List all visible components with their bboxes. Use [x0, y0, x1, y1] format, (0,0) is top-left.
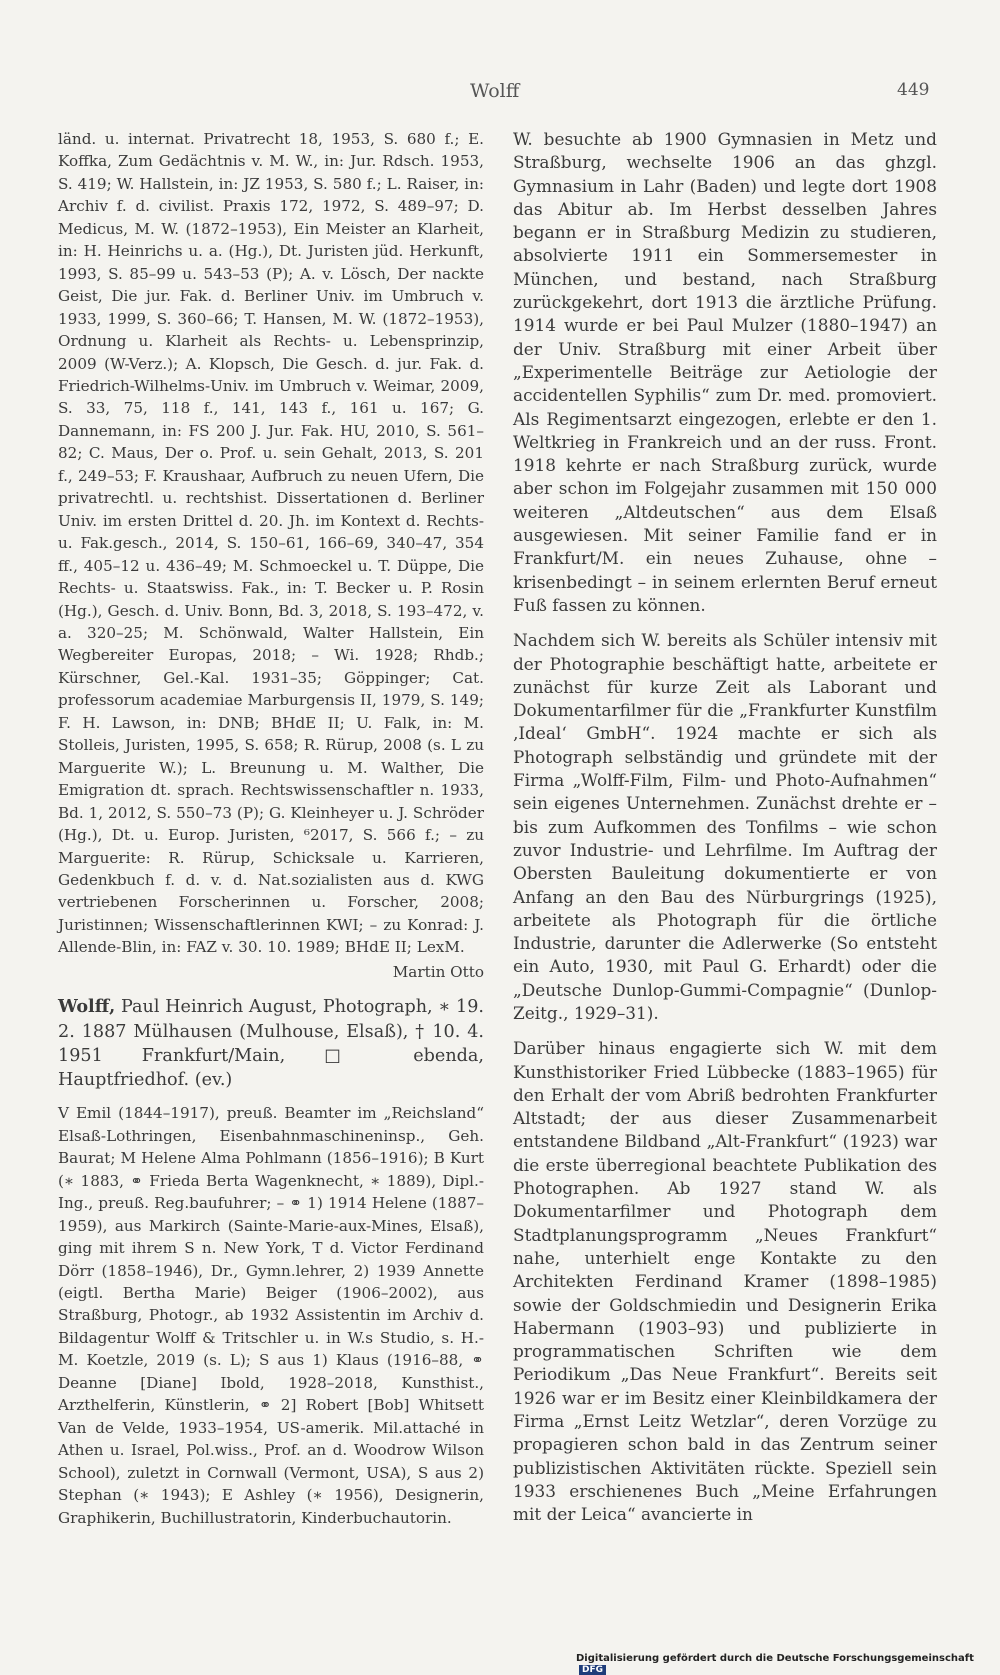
genealogy: V Emil (1844–1917), preuß. Beamter im „Reichsland“ Elsaß-Lothringen, Eisenbahnmaschineninsp., Geh. Baurat; M Helene Alma Pohlmann (1856–1916); B Kurt (∗ 1883, ⚭ Frieda Berta Wagenknecht, ∗ 1889), Dipl.-Ing., preuß. Reg.baufuhrer; – ⚭ 1) 1914 Helene (1887–1959), aus Markirch (Sainte-Marie-aux-Mines, Elsaß), ging mit ihrem S n. New York, T d. Victor Ferdinand Dörr (1858–1946), Dr., Gymn.lehrer, 2) 1939 Annette (eigtl. Bertha Marie) Beiger (1906–2002), aus Straßburg, Photogr., ab 1932 Assistentin im Archiv d. Bildagentur Wolff & Tritschler u. in W.s Studio, s. H.-M. Koetzle, 2019 (s. L); S aus 1) Klaus (1916–88, ⚭ Deanne [Diane] Ibold, 1928–2018, Kunsthist., Arzthelferin, Künstlerin, ⚭ 2] Robert [Bob] Whitsett Van de Velde, 1933–1954, US-amerik. Mil.attaché in Athen u. Israel, Pol.wiss., Prof. an d. Woodrow Wilson School), zuletzt in Cornwall (Vermont, USA), S aus 2) Stephan (∗ 1943); E Ashley (∗ 1956), Designerin, Graphikerin, Buchillustratorin, Kinderbuchautorin.: [58, 1104, 484, 1527]
paragraph: Nachdem sich W. bereits als Schüler intensiv mit der Photographie beschäftigt hatte, arbeitete er zunächst für kurze Zeit als Laborant und Dokumentarfilmer für die „Frankfurter Kunstfilm ‚Ideal‘ GmbH“. 1924 machte er sich als Photograph selbständig und gründete mit der Firma „Wolff-Film, Film- und Photo-Aufnahmen“ sein eigenes Unternehmen. Zunächst drehte er – bis zum Aufkommen des Tonfilms – wie schon zuvor Industrie- und Lehrfilme. Im Auftrag der Obersten Bauleitung dokumentierte er von Anfang an den Bau des Nürburgrings (1925), arbeitete als Photograph für die örtliche Industrie, darunter die Adlerwerke (So entsteht ein Auto, 1930, mit Paul G. Erhardt) oder die „Deutsche Dunlop-Gummi-Compagnie“ (Dunlop-Zeitg., 1929–31).: [513, 630, 937, 1023]
funding-note: Digitalisierung gefördert durch die Deutsche Forschungsgemeinschaft: [576, 1653, 974, 1664]
page-number: 449: [897, 80, 930, 100]
entry-heading: [58, 995, 484, 1092]
entry-details: Paul Heinrich August, Photograph, ∗ 19. 2. 1887 Mülhausen (Mulhouse, Elsaß), † 10. 4. 1951 Frankfurt/Main, □ ebenda, Hauptfriedhof. (ev.): [58, 997, 484, 1091]
page-header: [0, 80, 1000, 106]
paragraph: Darüber hinaus engagierte sich W. mit dem Kunsthistoriker Fried Lübbecke (1883–1965) für den Erhalt der vom Abriß bedrohten Frankfurter Altstadt; der aus dieser Zusammenarbeit entstandene Bildband „Alt-Frankfurt“ (1923) war die erste überregional beachtete Publikation des Photographen. Ab 1927 stand W. als Dokumentarfilmer und Photograph dem Stadtplanungsprogramm „Neues Frankfurt“ nahe, unterhielt enge Kontakte zu den Architekten Ferdinand Kramer (1898–1985) sowie der Goldschmiedin und Designerin Erika Habermann (1903–93) und publizierte in programmatischen Schriften wie dem Periodikum „Das Neue Frankfurt“. Bereits seit 1926 war er im Besitz einer Kleinbildkamera der Firma „Ernst Leitz Wetzlar“, deren Vorzüge zu propagieren schon bald in das Zentrum seiner publizistischen Aktivitäten rückte. Speziell sein 1933 erschienenes Buch „Meine Erfahrungen mit der Leica“ avancierte in: [513, 1038, 937, 1525]
running-head: Wolff: [470, 80, 520, 102]
paragraph: W. besuchte ab 1900 Gymnasien in Metz und Straßburg, wechselte 1906 an das ghzgl. Gymnasium in Lahr (Baden) und legte dort 1908 das Abitur ab. Im Herbst desselben Jahres begann er in Straßburg Medizin zu studieren, absolvierte 1911 ein Sommersemester in München, und bestand, nach Straßburg zurückgekehrt, dort 1913 die ärztliche Prüfung. 1914 wurde er bei Paul Mulzer (1880–1947) an der Univ. Straßburg mit einer Arbeit über „Experimentelle Beiträge zur Aetiologie der accidentellen Syphilis“ zum Dr. med. promoviert. Als Regimentsarzt eingezogen, erlebte er den 1. Weltkrieg in Frankreich und an der russ. Front. 1918 kehrte er nach Straßburg zurück, wurde aber schon im Folgejahr zusammen mit 150 000 weiteren „Altdeutschen“ aus dem Elsaß ausgewiesen. Mit seiner Familie fand er in Frankfurt/M. ein neues Zuhause, ohne – krisenbedingt – in seinem erlernten Beruf erneut Fuß fassen zu können.: [513, 129, 937, 615]
dfg-logo: DFG: [579, 1665, 606, 1675]
bibliography-continued: länd. u. internat. Privatrecht 18, 1953, S. 680 f.; E. Koffka, Zum Gedächtnis v. M. W., in: Jur. Rdsch. 1953, S. 419; W. Hallstein, in: JZ 1953, S. 580 f.; L. Raiser, in: Archiv f. d. civilist. Praxis 172, 1972, S. 489–97; D. Medicus, M. W. (1872–1953), Ein Meister an Klarheit, in: H. Heinrichs u. a. (Hg.), Dt. Juristen jüd. Herkunft, 1993, S. 85–99 u. 543–53 (P); A. v. Lösch, Der nackte Geist, Die jur. Fak. d. Berliner Univ. im Umbruch v. 1933, 1999, S. 360–66; T. Hansen, M. W. (1872–1953), Ordnung u. Klarheit als Rechts- u. Lebensprinzip, 2009 (W-Verz.); A. Klopsch, Die Gesch. d. jur. Fak. d. Friedrich-Wilhelms-Univ. im Umbruch v. Weimar, 2009, S. 33, 75, 118 f., 141, 143 f., 161 u. 167; G. Dannemann, in: FS 200 J. Jur. Fak. HU, 2010, S. 561–82; C. Maus, Der o. Prof. u. sein Gehalt, 2013, S. 201 f., 249–53; F. Kraushaar, Aufbruch zu neuen Ufern, Die privatrechtl. u. rechtshist. Dissertationen d. Berliner Univ. im ersten Drittel d. 20. Jh. im Kontext d. Rechts- u. Fak.gesch., 2014, S. 150–61, 166–69, 340–47, 354 ff., 405–12 u. 436–49; M. Schmoeckel u. T. Düppe, Die Rechts- u. Staatswiss. Fak., in: T. Becker u. P. Rosin (Hg.), Gesch. d. Univ. Bonn, Bd. 3, 2018, S. 193–472, v. a. 320–25; M. Schönwald, Walter Hallstein, Ein Wegbereiter Europas, 2018; – Wi. 1928; Rhdb.; Kürschner, Gel.-Kal. 1931–35; Göppinger; Cat. professorum academiae Marburgensis II, 1979, S. 149; F. H. Lawson, in: DNB; BHdE II; U. Falk, in: M. Stolleis, Juristen, 1995, S. 658; R. Rürup, 2008 (s. L zu Marguerite W.); L. Breunung u. M. Walther, Die Emigration dt. sprach. Rechtswissenschaftler n. 1933, Bd. 1, 2012, S. 550–73 (P); G. Kleinheyer u. J. Schröder (Hg.), Dt. u. Europ. Juristen, ⁶2017, S. 566 f.; – zu Marguerite: R. Rürup, Schicksale u. Karrieren, Gedenkbuch f. d. v. d. Nat.sozialisten aus d. KWG vertriebenen Forscherinnen u. Forscher, 2008; Juristinnen; Wissenschaftlerinnen KWI; – zu Konrad: J. Allende-Blin, in: FAZ v. 30. 10. 1989; BHdE II; LexM.: [58, 130, 484, 957]
page-footer: [576, 1653, 1000, 1675]
right-column: [513, 128, 937, 1527]
entry-surname: Wolff,: [58, 996, 116, 1018]
author-signature: Martin Otto: [392, 962, 484, 981]
left-column: [58, 128, 484, 1529]
